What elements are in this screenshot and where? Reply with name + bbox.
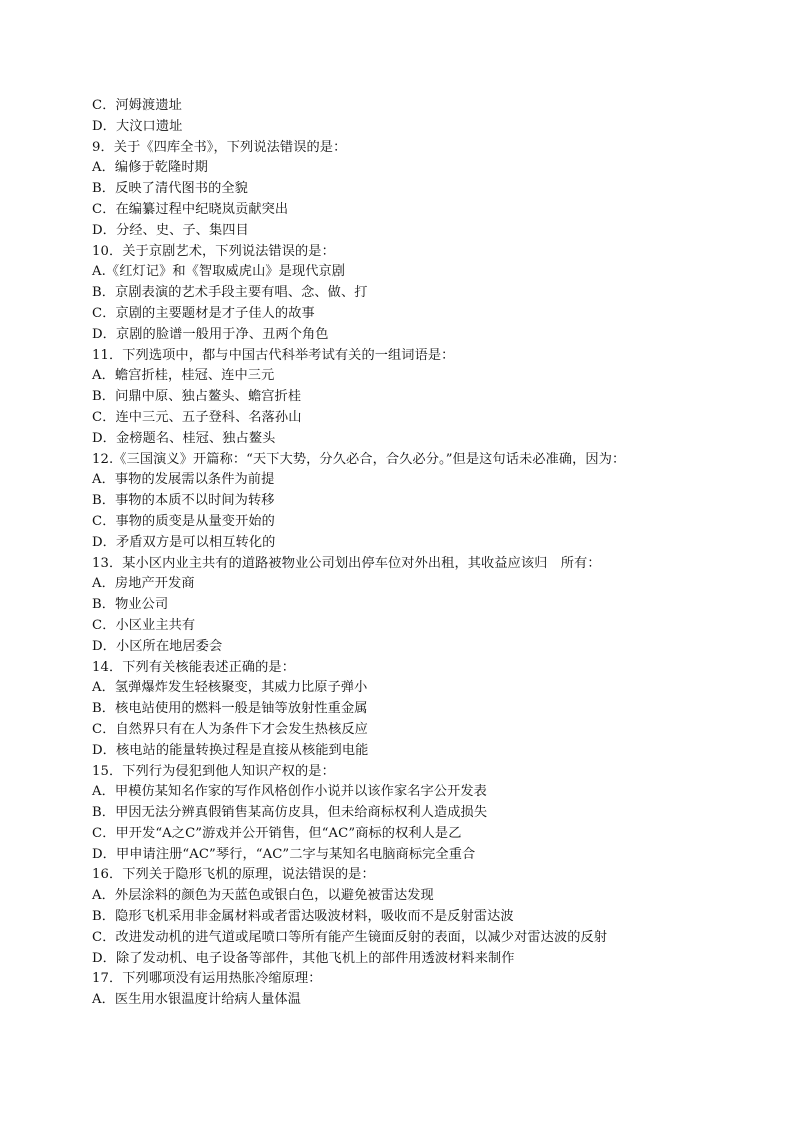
text-line: C．河姆渡遗址 bbox=[92, 98, 182, 113]
text-line: C．小区业主共有 bbox=[92, 617, 196, 633]
text-line: C．事物的质变是从量变开始的 bbox=[92, 513, 275, 529]
text-line: C．自然界只有在人为条件下才会发生热核反应 bbox=[92, 721, 368, 737]
text-line: B．事物的本质不以时间为转移 bbox=[92, 493, 275, 509]
text-line: A．编修于乾隆时期 bbox=[92, 160, 208, 176]
text-line: D．金榜题名、桂冠、独占鳌头 bbox=[92, 430, 276, 446]
text-line: C．改进发动机的进气道或尾喷口等所有能产生镜面反射的表面，以减少对雷达波的反射 bbox=[92, 929, 608, 945]
text-line: B．甲因无法分辨真假销售某高仿皮具，但未给商标权利人造成损失 bbox=[92, 805, 488, 821]
text-line: C．甲开发“A之C”游戏并公开销售，但“AC”商标的权利人是乙 bbox=[92, 825, 462, 841]
text-line: 11．下列选项中，都与中国古代科举考试有关的一组词语是： bbox=[92, 347, 455, 363]
text-line: B．问鼎中原、独占鳌头、蟾宫折桂 bbox=[92, 389, 302, 405]
text-line: A．蟾宫折桂，桂冠、连中三元 bbox=[92, 368, 275, 384]
text-line: A．医生用水银温度计给病人量体温 bbox=[92, 992, 301, 1008]
text-line: 17．下列哪项没有运用热胀冷缩原理： bbox=[92, 971, 322, 987]
text-line: B．物业公司 bbox=[92, 597, 169, 613]
text-line: B．核电站使用的燃料一般是铀等放射性重金属 bbox=[92, 701, 368, 717]
text-line: 15．下列行为侵犯到他人知识产权的是： bbox=[92, 763, 335, 779]
text-line: D．甲申请注册“AC”琴行，“AC”二字与某知名电脑商标完全重合 bbox=[92, 846, 476, 862]
text-line: D．京剧的脸谱一般用于净、丑两个角色 bbox=[92, 326, 329, 342]
text-line: D．除了发动机、电子设备等部件，其他飞机上的部件用透波材料来制作 bbox=[92, 950, 515, 966]
text-line: B．反映了清代图书的全貌 bbox=[92, 181, 248, 197]
text-line: D．大汶口遗址 bbox=[92, 118, 183, 134]
question-text-block bbox=[92, 96, 732, 1011]
text-line: D．矛盾双方是可以相互转化的 bbox=[92, 534, 276, 550]
text-line: A．甲模仿某知名作家的写作风格创作小说并以该作家名字公开发表 bbox=[92, 784, 487, 800]
text-line: 13．某小区内业主共有的道路被物业公司划出停车位对外出租，其收益应该归 所有： bbox=[92, 555, 601, 571]
text-line: 12.《三国演义》开篇称：“天下大势，分久必合，合久必分。”但是这句话未必准确，因为： bbox=[92, 451, 626, 467]
text-line: C．在编纂过程中纪晓岚贡献突出 bbox=[92, 201, 289, 217]
text-line: D．核电站的能量转换过程是直接从核能到电能 bbox=[92, 742, 369, 758]
text-line: 10．关于京剧艺术，下列说法错误的是： bbox=[92, 243, 335, 259]
text-line: D．小区所在地居委会 bbox=[92, 638, 223, 654]
text-line: C．连中三元、五子登科、名落孙山 bbox=[92, 409, 302, 425]
text-line: A．事物的发展需以条件为前提 bbox=[92, 472, 275, 488]
text-line: D．分经、史、子、集四目 bbox=[92, 222, 249, 238]
text-line: A．外层涂料的颜色为天蓝色或银白色，以避免被雷达发现 bbox=[92, 888, 434, 904]
text-line: A．氢弹爆炸发生轻核聚变，其威力比原子弹小 bbox=[92, 680, 368, 696]
text-line: A.《红灯记》和《智取威虎山》是现代京剧 bbox=[92, 264, 346, 280]
text-line: B．京剧表演的艺术手段主要有唱、念、做、打 bbox=[92, 285, 368, 301]
text-line: C．京剧的主要题材是才子佳人的故事 bbox=[92, 305, 315, 321]
text-line: 14．下列有关核能表述正确的是： bbox=[92, 659, 296, 675]
text-line: 16．下列关于隐形飞机的原理，说法错误的是： bbox=[92, 867, 375, 883]
text-line: B．隐形飞机采用非金属材料或者雷达吸波材料，吸收而不是反射雷达波 bbox=[92, 909, 514, 925]
text-line: A．房地产开发商 bbox=[92, 576, 195, 592]
text-line: 9．关于《四库全书》，下列说法错误的是： bbox=[92, 139, 347, 155]
